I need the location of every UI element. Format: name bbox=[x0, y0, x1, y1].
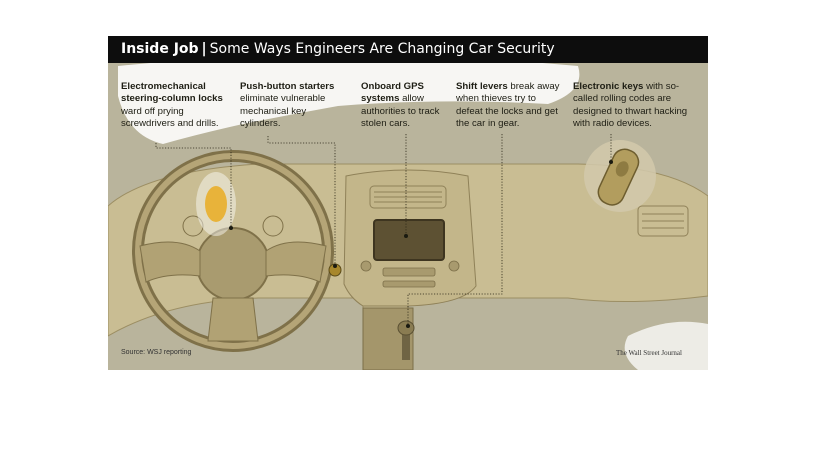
callout-title: Onboard GPS systems bbox=[361, 81, 424, 105]
callout-text: ward off prying screwdrivers and drills. bbox=[121, 105, 219, 129]
callout-title: Electromechanical steering-column locks bbox=[121, 81, 223, 105]
headline-bar bbox=[108, 36, 708, 63]
callout-title: Push-button starters bbox=[240, 81, 335, 92]
headline-text: Some Ways Engineers Are Changing Car Security bbox=[209, 41, 555, 57]
headline-bold: Inside Job bbox=[121, 41, 199, 57]
callout-text: allow authorities to track stolen cars. bbox=[361, 93, 440, 129]
headline-separator: | bbox=[201, 41, 207, 57]
callout-push-button bbox=[240, 81, 344, 130]
callout-title: Electronic keys bbox=[573, 81, 644, 92]
callout-steering-lock bbox=[121, 81, 229, 130]
callout-gps bbox=[361, 81, 445, 130]
callout-shift-lever bbox=[456, 81, 562, 130]
publisher-credit: The Wall Street Journal bbox=[616, 349, 682, 357]
infographic bbox=[108, 36, 708, 370]
shift-lever bbox=[363, 308, 414, 370]
callout-text: with so-called rolling codes are designed to thwart hacking with radio devices. bbox=[573, 81, 688, 129]
steering-lock-highlight bbox=[205, 186, 227, 222]
gps-screen bbox=[374, 220, 444, 260]
source-note: Source: WSJ reporting bbox=[121, 349, 192, 356]
callout-electronic-key bbox=[573, 81, 701, 130]
callout-text: break away when thieves try to defeat the locks and get the car in gear. bbox=[456, 81, 560, 129]
callout-title: Shift levers bbox=[456, 81, 508, 92]
callout-text: eliminate vulnerable mechanical key cylinders. bbox=[240, 93, 326, 129]
